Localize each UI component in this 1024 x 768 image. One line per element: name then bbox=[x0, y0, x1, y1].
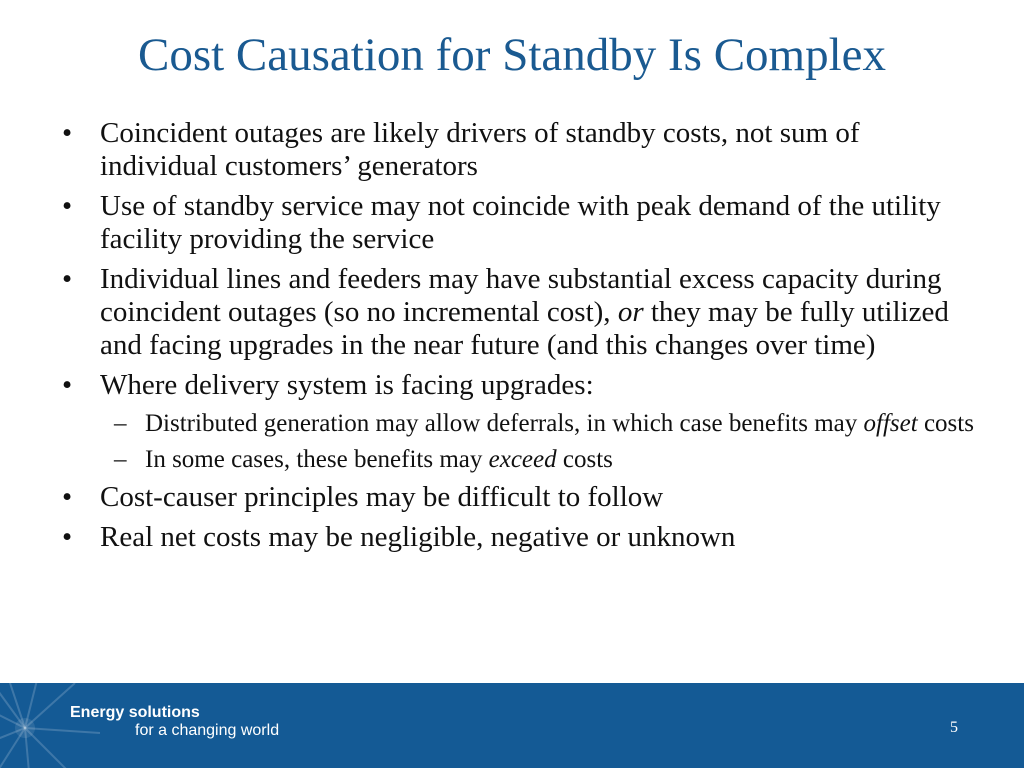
bullet-text: Cost-causer principles may be difficult to follow bbox=[100, 481, 664, 513]
slide-title: Cost Causation for Standby Is Complex bbox=[137, 29, 887, 81]
bullet-text-post: they may be fully utilized and facing upgrades in the near future (and this changes over time) bbox=[100, 296, 949, 361]
bullet-item bbox=[62, 190, 982, 256]
sub-bullet-item bbox=[62, 445, 982, 474]
bullet-glyph: • bbox=[62, 117, 73, 149]
bullet-glyph: • bbox=[62, 369, 73, 401]
footer-bar bbox=[0, 683, 1024, 768]
sub-bullet-text-pre: Distributed generation may allow deferrals, in which case benefits may bbox=[145, 410, 864, 437]
bullet-glyph: • bbox=[62, 190, 73, 222]
bullet-text: Where delivery system is facing upgrades: bbox=[100, 369, 594, 401]
tagline-secondary: for a changing world bbox=[135, 722, 280, 739]
sub-bullet-text-emphasis: offset bbox=[863, 410, 918, 437]
bullet-glyph: • bbox=[62, 521, 73, 553]
bullet-text-pre: Individual lines and feeders may have substantial excess capacity during coincident outages (so no incremental cost), bbox=[100, 263, 942, 328]
tagline-primary: Energy solutions bbox=[70, 704, 200, 721]
sub-bullet-text-post: costs bbox=[917, 410, 974, 437]
bullet-item bbox=[62, 521, 982, 554]
sub-bullet-text-emphasis: exceed bbox=[488, 446, 557, 473]
bullet-item bbox=[62, 369, 982, 402]
page-number: 5 bbox=[950, 719, 958, 736]
bullet-item bbox=[62, 263, 982, 362]
starburst-logo-icon bbox=[0, 683, 110, 768]
sub-bullet-item bbox=[62, 409, 982, 438]
bullet-glyph: • bbox=[62, 481, 73, 513]
bullet-text-emphasis: or bbox=[617, 296, 644, 328]
bullet-text: Real net costs may be negligible, negative or unknown bbox=[100, 521, 736, 553]
bullet-glyph: • bbox=[62, 263, 73, 295]
sub-bullet-text-pre: In some cases, these benefits may bbox=[145, 446, 489, 473]
bullet-text: Coincident outages are likely drivers of standby costs, not sum of individual customers’ generators bbox=[100, 117, 860, 182]
sub-bullet-glyph: – bbox=[114, 410, 127, 437]
sub-bullet-glyph: – bbox=[114, 446, 127, 473]
bullet-item bbox=[62, 481, 982, 514]
bullet-list bbox=[62, 117, 982, 561]
bullet-text: Use of standby service may not coincide with peak demand of the utility facility providing the service bbox=[100, 190, 941, 255]
sub-bullet-text-post: costs bbox=[556, 446, 613, 473]
bullet-item bbox=[62, 117, 982, 183]
